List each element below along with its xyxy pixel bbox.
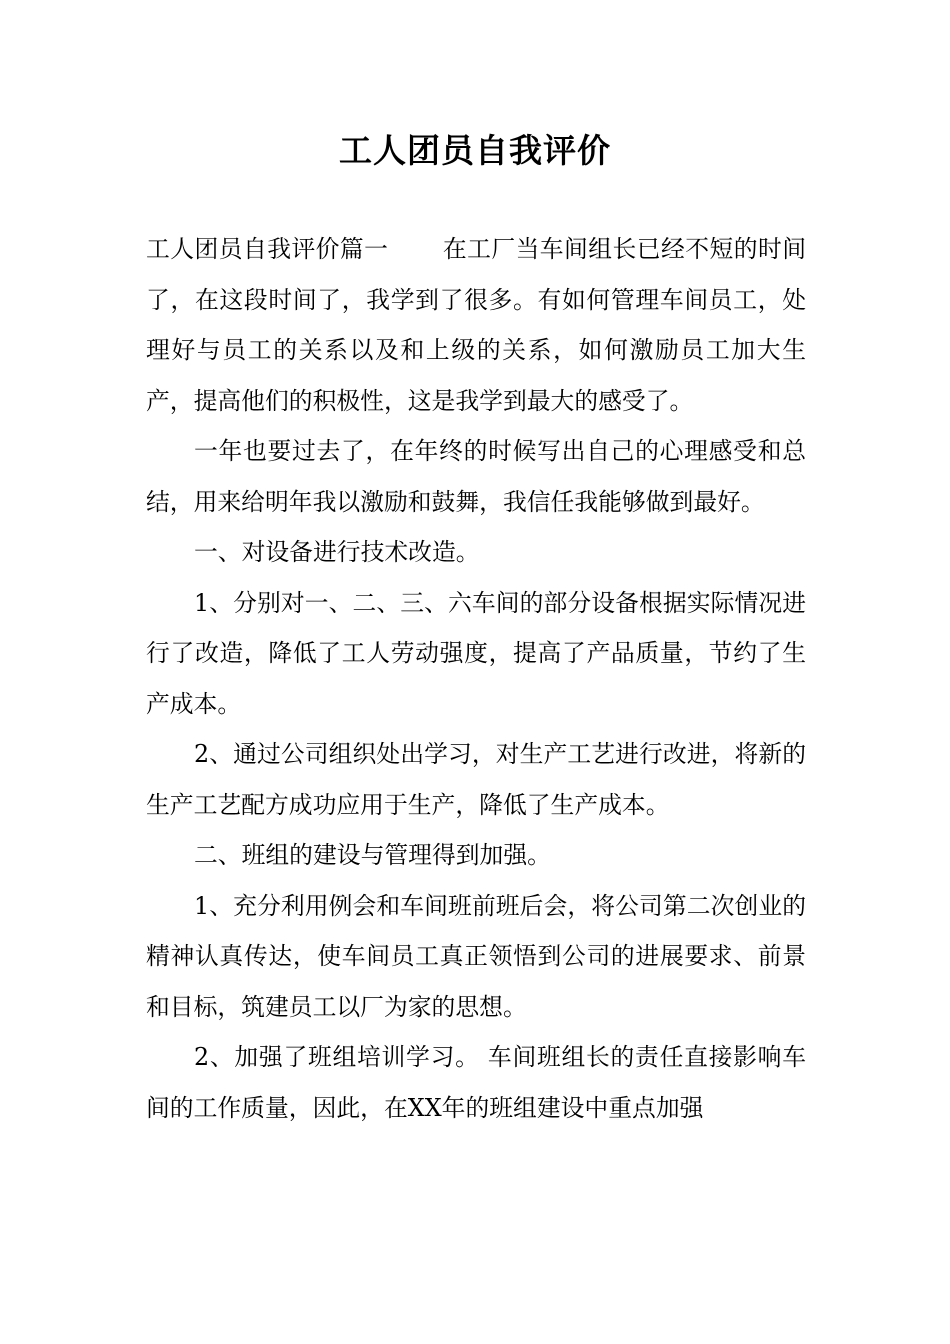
intro-paragraph — [146, 224, 806, 426]
section-heading: 二、班组的建设与管理得到加强。 — [194, 841, 551, 869]
document-body — [146, 224, 806, 1133]
paragraph: 2、加强了班组培训学习。 车间班组长的责任直接影响车间的工作质量，因此，在XX年的班组建设中重点加强 — [146, 1043, 806, 1122]
paragraph: 一年也要过去了，在年终的时候写出自己的心理感受和总结，用来给明年我以激励和鼓舞，我信任我能够做到最好。 — [146, 437, 806, 516]
paragraph: 1、充分利用例会和车间班前班后会，将公司第二次创业的精神认真传达，使车间员工真正领悟到公司的进展要求、前景和目标，筑建员工以厂为家的思想。 — [146, 891, 806, 1021]
paragraph-text: 在工厂当车间组长已经不短的时间了，在这段时间了，我学到了很多。有如何管理车间员工，处理好与员工的关系以及和上级的关系，如何激励员工加大生产，提高他们的积极性，这是我学到最大的感受了。 — [146, 235, 807, 415]
document-title: 工人团员自我评价 — [339, 131, 611, 170]
paragraph: 1、分别对一、二、三、六车间的部分设备根据实际情况进行了改造，降低了工人劳动强度，提高了产品质量，节约了生产成本。 — [146, 588, 806, 718]
section-heading: 一、对设备进行技术改造。 — [194, 538, 480, 566]
intro-heading: 工人团员自我评价篇一 — [146, 235, 389, 263]
paragraph: 2、通过公司组织处出学习，对生产工艺进行改进，将新的生产工艺配方成功应用于生产，降低了生产成本。 — [146, 740, 806, 819]
